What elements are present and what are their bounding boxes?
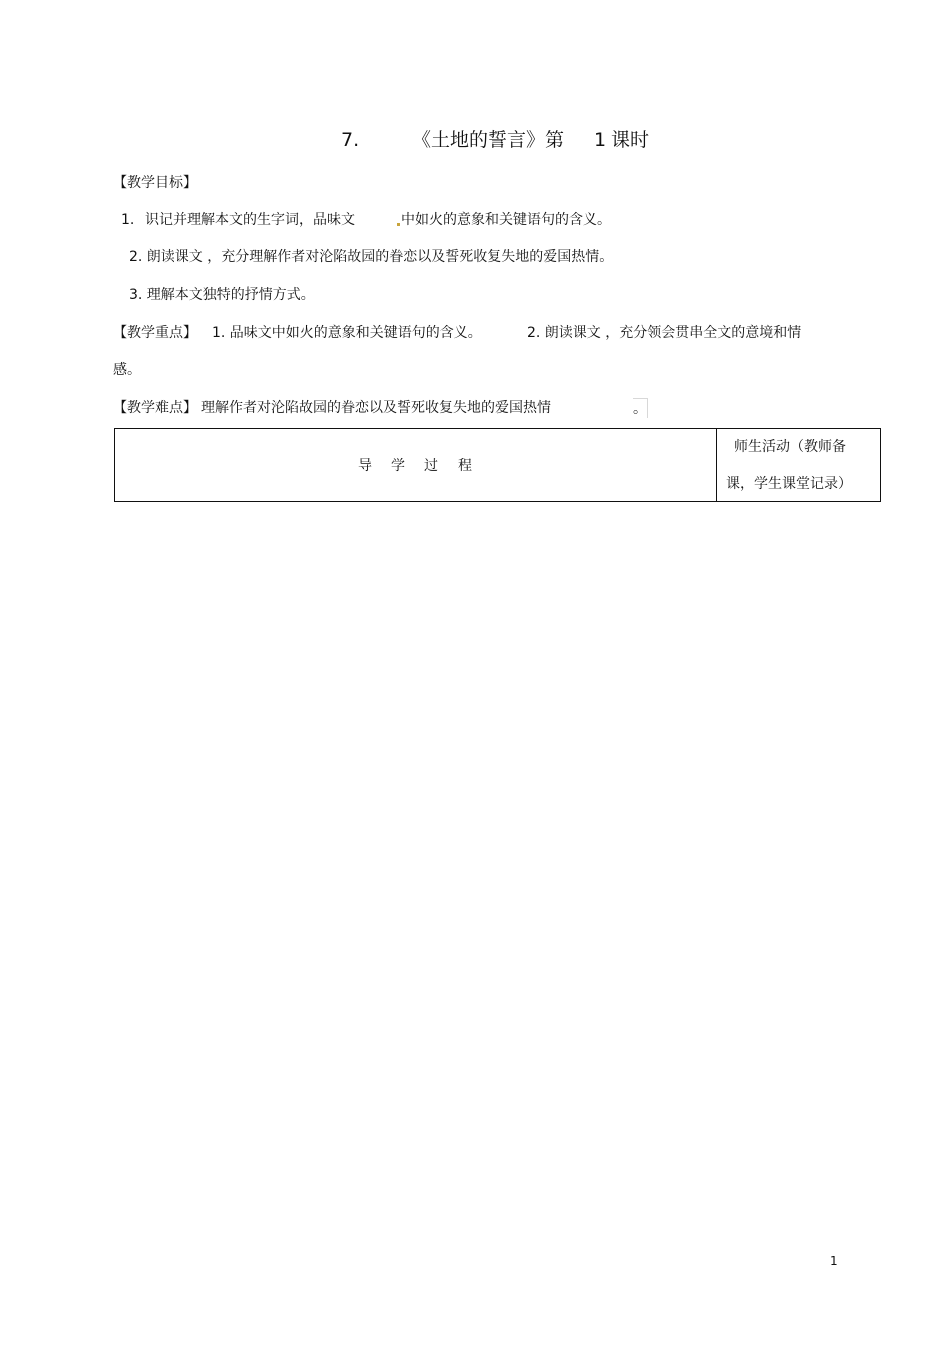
key-points-heading: 【教学重点】	[113, 325, 197, 341]
table-header-activity-line-1: 师生活动（教师备	[734, 439, 846, 455]
title-name: 《土地的誓言》第	[412, 129, 565, 151]
table-header-char-4: 程	[458, 458, 472, 474]
title-lesson-suffix: 课时	[611, 129, 650, 151]
lesson-process-table	[114, 428, 881, 502]
objective-3: 3. 理解本文独特的抒情方式。	[129, 287, 315, 303]
objective-1-number: 1.	[121, 212, 135, 228]
table-header-char-3: 过	[424, 458, 438, 474]
page-number: 1	[830, 1254, 838, 1268]
key-point-1: 1. 品味文中如火的意象和关键语句的含义。	[212, 325, 482, 341]
difficulties-heading: 【教学难点】	[113, 400, 197, 416]
table-header-char-2: 学	[391, 458, 405, 474]
table-column-divider	[716, 429, 717, 501]
key-point-2: 2. 朗读课文 ，充分领会贯串全文的意境和情	[527, 325, 802, 341]
corner-mark	[633, 398, 648, 418]
objective-1-part-b: 中如火的意象和关键语句的含义。	[401, 212, 611, 228]
title-number: 7.	[341, 129, 360, 151]
difficulties-period: 。	[633, 401, 647, 417]
objective-1-part-a: 识记并理解本文的生字词，品味文	[145, 212, 355, 228]
key-point-2-continuation: 感。	[113, 362, 141, 378]
table-header-char-1: 导	[358, 458, 372, 474]
objective-2: 2. 朗读课文 ，充分理解作者对沦陷故园的眷恋以及誓死收复失地的爱国热情。	[129, 249, 614, 265]
objectives-heading: 【教学目标】	[113, 175, 197, 191]
ink-speck-mark	[397, 223, 400, 226]
title-lesson-number: 1	[594, 129, 607, 151]
table-header-activity-line-2: 课，学生课堂记录）	[726, 476, 852, 492]
difficulties-text: 理解作者对沦陷故园的眷恋以及誓死收复失地的爱国热情	[201, 400, 551, 416]
